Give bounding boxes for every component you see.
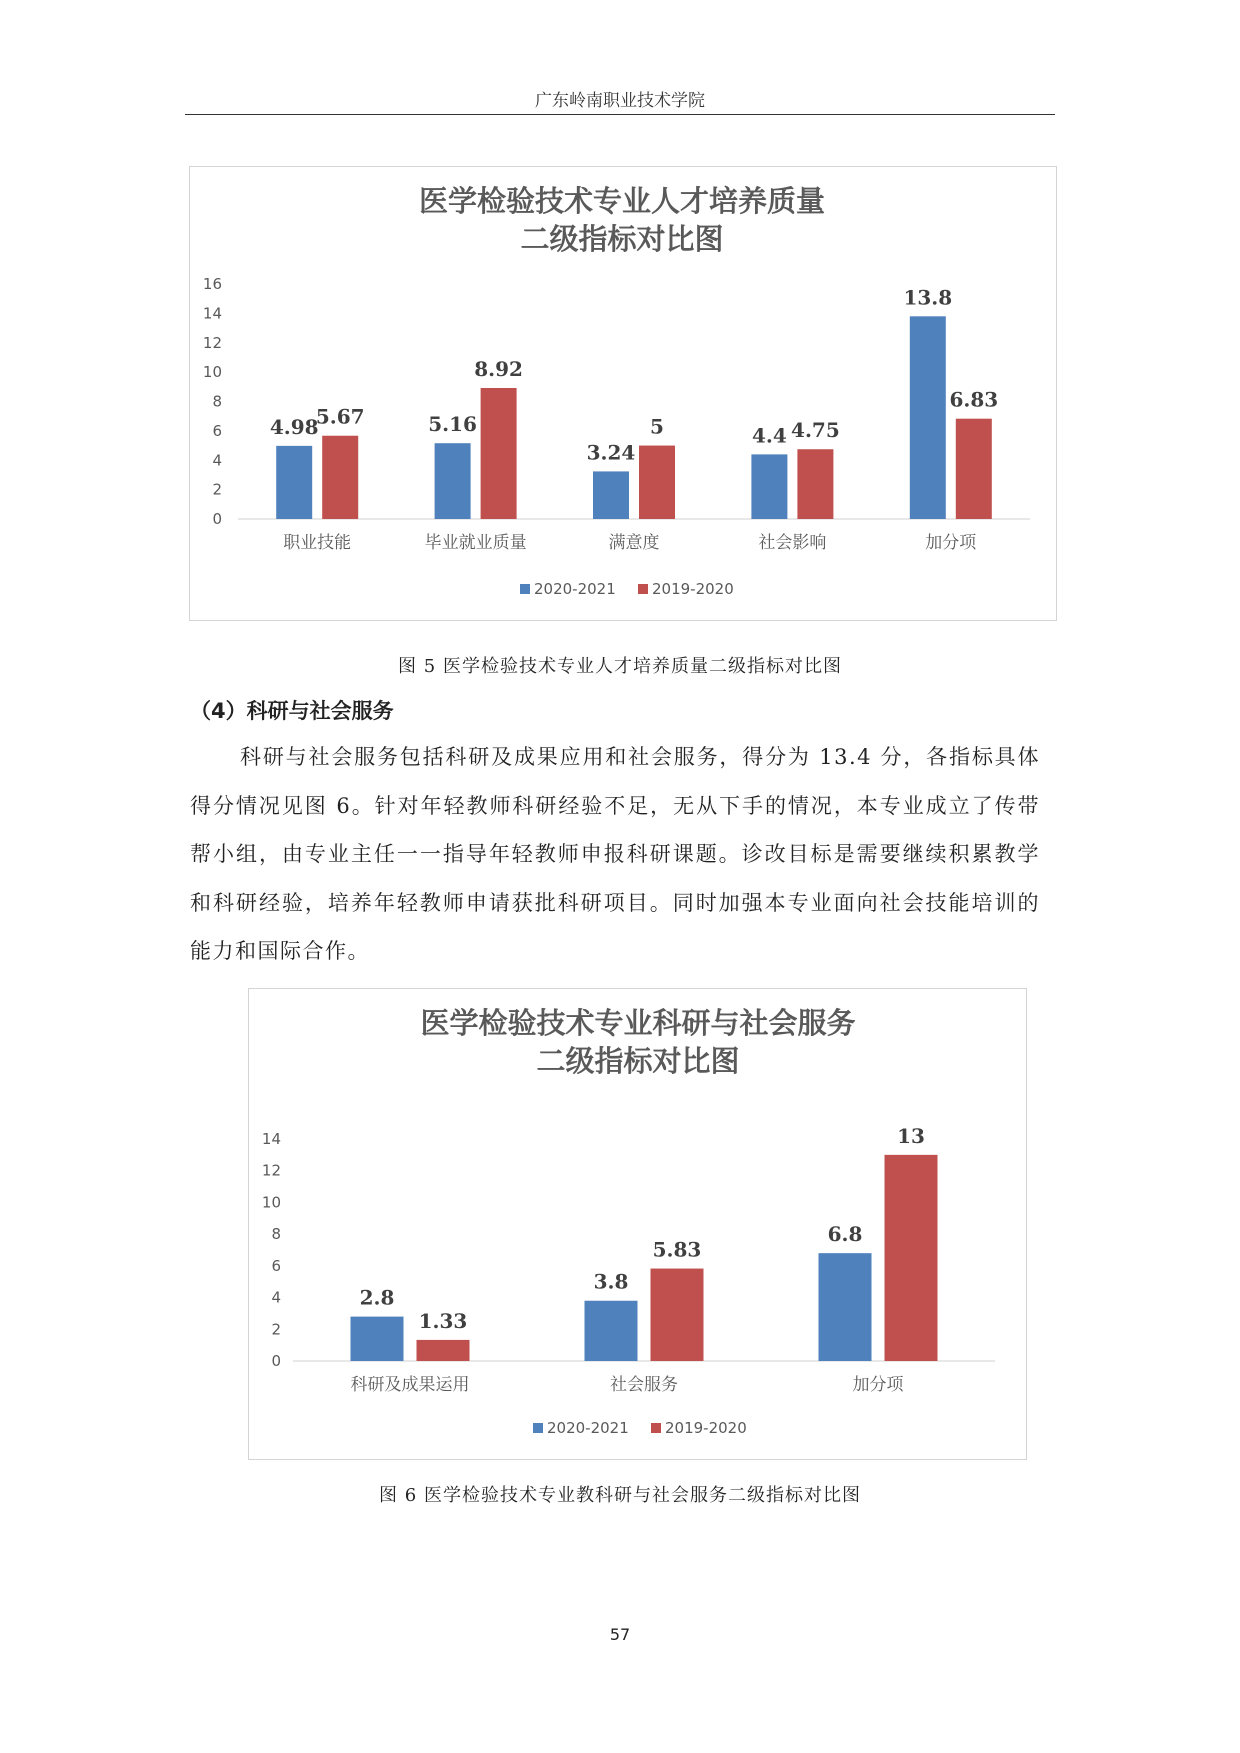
chart-6-bar bbox=[885, 1155, 938, 1361]
chart-5-data-label: 5 bbox=[650, 414, 664, 439]
chart-5-bar bbox=[593, 471, 629, 519]
chart-5-bar bbox=[435, 443, 471, 519]
page-number: 57 bbox=[609, 1625, 631, 1644]
chart-6-ytick-label: 4 bbox=[271, 1288, 281, 1307]
chart-6-data-label: 13 bbox=[897, 1123, 925, 1148]
chart-5-bar bbox=[276, 446, 312, 519]
chart-6-ytick-label: 14 bbox=[261, 1130, 281, 1148]
chart-5-ytick-label: 10 bbox=[202, 363, 222, 382]
figure-5-caption: 图 5 医学检验技术专业人才培养质量二级指标对比图 bbox=[398, 656, 842, 677]
chart-6-legend-swatch bbox=[533, 1423, 543, 1433]
chart-6-ytick-label: 8 bbox=[271, 1225, 281, 1244]
chart-6-category-label: 加分项 bbox=[852, 1375, 904, 1395]
chart-6-ytick-label: 10 bbox=[261, 1193, 281, 1212]
chart-5-data-label: 4.4 bbox=[752, 423, 787, 448]
chart-5-legend-swatch bbox=[638, 584, 648, 594]
chart-6-bar bbox=[819, 1253, 872, 1361]
chart-5-ytick-label: 16 bbox=[202, 275, 222, 293]
chart-5-category-label: 毕业就业质量 bbox=[424, 533, 527, 553]
chart-5-data-label: 3.24 bbox=[586, 440, 636, 465]
chart-6-ytick-label: 0 bbox=[271, 1352, 281, 1370]
chart-6-title-line-2: 二级指标对比图 bbox=[536, 1044, 740, 1078]
chart-6-category-label: 社会服务 bbox=[610, 1375, 678, 1395]
header-divider bbox=[185, 114, 1055, 115]
chart-5-frame bbox=[189, 166, 1057, 621]
figure-6-caption: 图 6 医学检验技术专业教科研与社会服务二级指标对比图 bbox=[379, 1485, 861, 1506]
chart-6-ytick-label: 6 bbox=[271, 1256, 281, 1275]
chart-5-legend-label: 2019-2020 bbox=[652, 580, 734, 598]
chart-5-bar bbox=[797, 449, 833, 519]
chart-6-legend-label: 2020-2021 bbox=[547, 1419, 629, 1437]
chart-6-data-label: 1.33 bbox=[418, 1308, 468, 1333]
chart-5-data-label: 4.75 bbox=[791, 418, 840, 443]
chart-5-category-label: 满意度 bbox=[608, 533, 660, 553]
chart-5-ytick-label: 2 bbox=[212, 480, 222, 499]
page-header: 广东岭南职业技术学院 bbox=[535, 91, 705, 111]
chart-5-data-label: 5.67 bbox=[315, 404, 365, 429]
chart-6-bar bbox=[351, 1317, 404, 1361]
chart-5-data-label: 6.83 bbox=[949, 387, 999, 412]
chart-5-data-label: 8.92 bbox=[474, 356, 523, 381]
chart-5-title-line-2: 二级指标对比图 bbox=[520, 222, 724, 256]
chart-6-ytick-label: 12 bbox=[261, 1161, 281, 1180]
chart-5-title-line-1: 医学检验技术专业人才培养质量 bbox=[418, 184, 826, 218]
chart-5-category-label: 加分项 bbox=[925, 533, 977, 553]
chart-5-data-label: 13.8 bbox=[903, 285, 953, 310]
chart-6-category-label: 科研及成果运用 bbox=[350, 1375, 470, 1395]
chart-5-bar bbox=[322, 436, 358, 519]
section-heading: （4）科研与社会服务 bbox=[190, 699, 394, 723]
body-paragraph: 科研与社会服务包括科研及成果应用和社会服务，得分为 13.4 分，各指标具体得分情况见图 6。针对年轻教师科研经验不足，无从下手的情况，本专业成立了传带帮小组，由专业主任一一指导年轻教师申报科研课题。诊改目标是需要继续积累教学和科研经验，培养年轻教师申请获批科研项目。同时加强本专业面向社会技能培训的能力和国际合作。 bbox=[190, 745, 1040, 963]
chart-5-bar bbox=[751, 454, 787, 519]
chart-5-bar bbox=[956, 419, 992, 519]
chart-6 bbox=[249, 989, 1025, 1458]
chart-5-category-label: 社会影响 bbox=[758, 533, 827, 553]
chart-6-bar bbox=[585, 1301, 638, 1361]
chart-6-data-label: 6.8 bbox=[827, 1222, 863, 1247]
chart-6-legend-swatch bbox=[651, 1423, 661, 1433]
chart-6-title-line-1: 医学检验技术专业科研与社会服务 bbox=[420, 1006, 856, 1040]
chart-5-legend-label: 2020-2021 bbox=[534, 580, 616, 598]
chart-5-category-label: 职业技能 bbox=[283, 533, 352, 553]
chart-5-ytick-label: 12 bbox=[202, 333, 222, 352]
chart-6-data-label: 5.83 bbox=[652, 1237, 702, 1262]
chart-5-data-label: 4.98 bbox=[269, 414, 319, 439]
chart-6-bar bbox=[651, 1269, 704, 1361]
chart-5-bar bbox=[910, 316, 946, 519]
chart-5-ytick-label: 0 bbox=[212, 510, 222, 528]
chart-6-data-label: 2.8 bbox=[359, 1285, 395, 1310]
chart-6-legend-label: 2019-2020 bbox=[665, 1419, 747, 1437]
chart-5-bar bbox=[481, 388, 517, 519]
chart-6-frame bbox=[248, 988, 1027, 1460]
chart-5-ytick-label: 6 bbox=[212, 421, 222, 440]
chart-6-bar bbox=[417, 1340, 470, 1361]
chart-5 bbox=[190, 167, 1055, 619]
chart-5-data-label: 5.16 bbox=[428, 412, 477, 437]
chart-5-ytick-label: 8 bbox=[212, 392, 222, 411]
chart-5-ytick-label: 4 bbox=[212, 451, 222, 470]
chart-6-data-label: 3.8 bbox=[593, 1269, 629, 1294]
chart-6-ytick-label: 2 bbox=[271, 1320, 281, 1339]
chart-5-legend-swatch bbox=[520, 584, 530, 594]
chart-5-bar bbox=[639, 446, 675, 519]
chart-5-ytick-label: 14 bbox=[202, 304, 222, 323]
